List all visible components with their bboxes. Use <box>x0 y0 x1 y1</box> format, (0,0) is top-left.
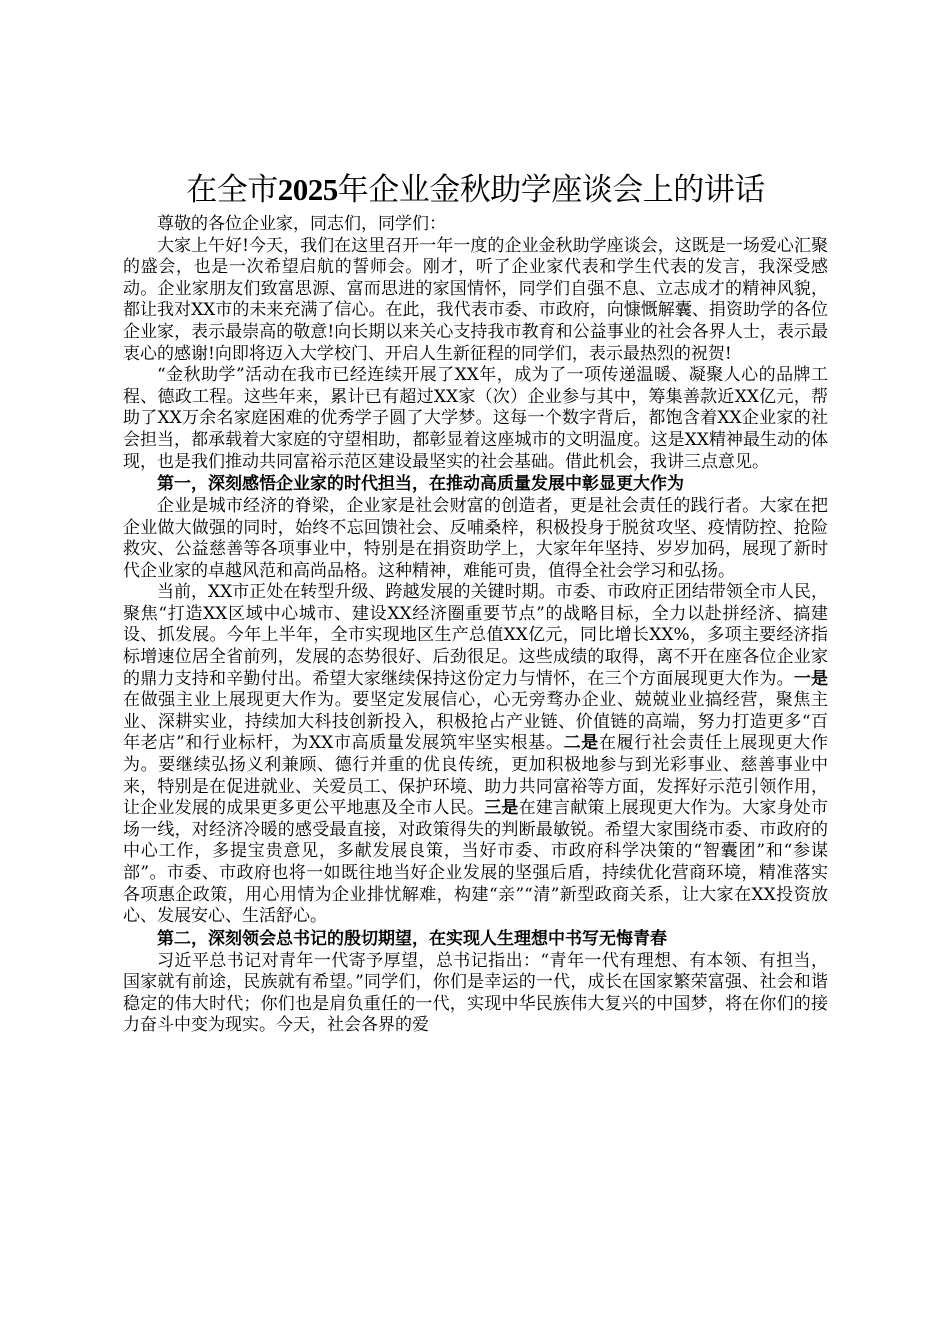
section-heading-1: 第一，深刻感悟企业家的时代担当，在推动高质量发展中彰显更大作为 <box>157 474 684 495</box>
paragraph-4 <box>123 582 828 928</box>
document-page <box>123 168 828 1037</box>
paragraph-4-second: 在履行社会责任上展现更大作为。要继续弘扬义利兼顾、德行并重的优良传统，更加积极地参与到光彩事业、慈善事业中来，特别是在促进就业、关爱员工、保护环境、助力共同富裕等方面，发挥好示范引领作用，让企业发展的成果更多更公平地惠及全市人民。 <box>123 733 828 819</box>
section-heading-2: 第二，深刻领会总书记的殷切期望，在实现人生理想中书写无悔青春 <box>157 928 667 949</box>
paragraph-3: 企业是城市经济的脊梁，企业家是社会财富的创造者，更是社会责任的践行者。大家在把企业做大做强的同时，始终不忘回馈社会、反哺桑梓，积极投身于脱贫攻坚、疫情防控、抢险救灾、公益慈善等各项事业中，特别是在捐资助学上，大家年年坚持、岁岁加码，展现了新时代企业家的卓越风范和高尚品格。这种精神，难能可贵，值得全社会学习和弘扬。 <box>123 495 828 581</box>
paragraph-1: 大家上午好!今天，我们在这里召开一年一度的企业金秋助学座谈会，这既是一场爱心汇聚的盛会，也是一次希望启航的誓师会。刚才，听了企业家代表和学生代表的发言，我深受感动。企业家朋友们致富思源、富而思进的家国情怀，同学们自强不息、立志成才的精神风貌，都让我对XX市的未来充满了信心。在此，我代表市委、市政府，向慷慨解囊、捐资助学的各位企业家，表示最崇高的敬意!向长期以来关心支持我市教育和公益事业的社会各界人士，表示最衷心的感谢!向即将迈入大学校门、开启人生新征程的同学们，表示最热烈的祝贺! <box>123 235 828 364</box>
keyword-second: 二是 <box>563 733 599 754</box>
title-year: 2025 <box>277 172 338 207</box>
keyword-first: 一是 <box>793 668 829 689</box>
title-suffix: 年企业金秋助学座谈会上的讲话 <box>337 172 765 208</box>
greeting: 尊敬的各位企业家，同志们，同学们： <box>157 214 446 234</box>
paragraph-2: “金秋助学”活动在我市已经连续开展了XX年，成为了一项传递温暖、凝聚人心的品牌工程、德政工程。这些年来，累计已有超过XX家（次）企业参与其中，筹集善款近XX亿元，帮助了XX万余名家庭困难的优秀学子圆了大学梦。这每一个数字背后，都饱含着XX企业家的社会担当，都承载着大家庭的守望相助，都彰显着这座城市的文明温度。这是XX精神最生动的体现，也是我们推动共同富裕示范区建设最坚实的社会基础。借此机会，我讲三点意见。 <box>123 365 828 472</box>
paragraph-4-first: 在做强主业上展现更大作为。要坚定发展信心，心无旁骛办企业、兢兢业业搞经营，聚焦主业、深耕实业，持续加大科技创新投入，积极抢占产业链、价值链的高端，努力打造更多“百年老店”和行业标杆，为XX市高质量发展筑牢坚实根基。 <box>123 690 828 754</box>
paragraph-4-third: 在建言献策上展现更大作为。大家身处市场一线，对经济冷暖的感受最直接，对政策得失的判断最敏锐。希望大家围绕市委、市政府的中心工作，多提宝贵意见，多献发展良策，当好市委、市政府科学决策的“智囊团”和“参谋部”。市委、市政府也将一如既往地当好企业发展的坚强后盾，持续优化营商环境，精准落实各项惠企政策，用心用情为企业排忧解难，构建“亲”“清”新型政商关系，让大家在XX投资放心、发展安心、生活舒心。 <box>123 798 829 927</box>
document-title <box>123 168 828 212</box>
title-prefix: 在全市 <box>186 172 278 208</box>
paragraph-5: 习近平总书记对青年一代寄予厚望，总书记指出：“青年一代有理想、有本领、有担当，国家就有前途，民族就有希望。”同学们，你们是幸运的一代，成长在国家繁荣富强、社会和谐稳定的伟大时代；你们也是肩负重任的一代，实现中华民族伟大复兴的中国梦，将在你们的接力奋斗中变为现实。今天，社会各界的爱 <box>123 950 828 1036</box>
keyword-third: 三是 <box>484 798 519 819</box>
paragraph-4-intro: 当前，XX市正处在转型升级、跨越发展的关键时期。市委、市政府正团结带领全市人民，聚焦“打造XX区域中心城市、建设XX经济圈重要节点”的战略目标，全力以赴拼经济、搞建设、抓发展。今年上半年，全市实现地区生产总值XX亿元，同比增长XX%，多项主要经济指标增速位居全省前列，发展的态势很好、后劲很足。这些成绩的取得，离不开在座各位企业家的鼎力支持和辛勤付出。希望大家继续保持这份定力与情怀，在三个方面展现更大作为。 <box>123 582 828 689</box>
